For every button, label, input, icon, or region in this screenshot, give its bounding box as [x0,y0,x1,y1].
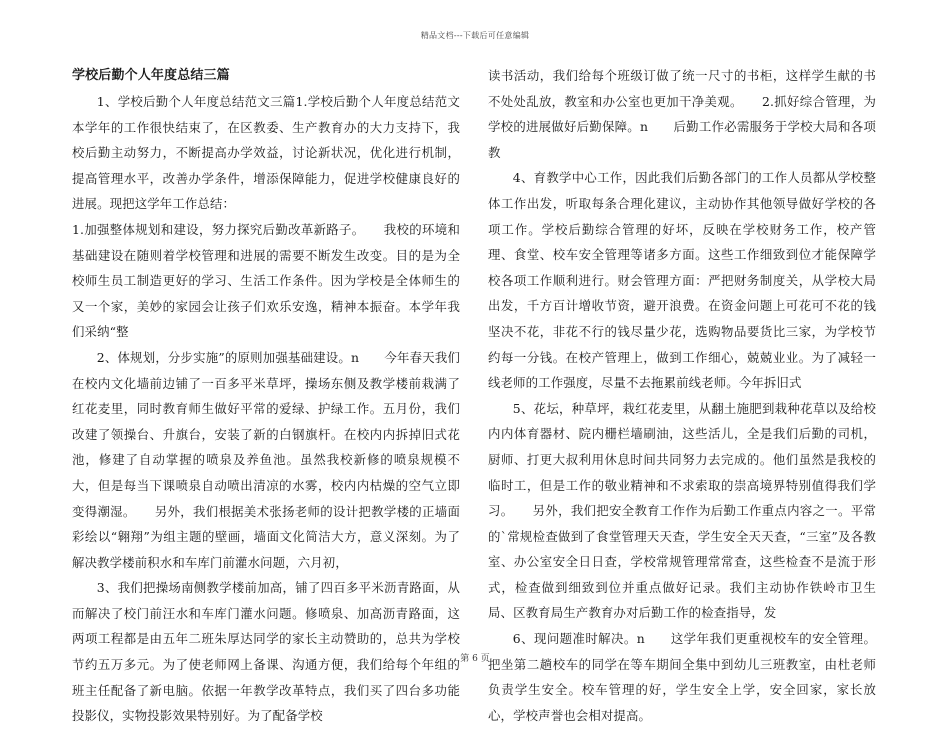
paragraph: 4、育教学中心工作，因此我们后勤各部门的工作人员都从学校整体工作出发，听取每条合理化建议，主动协作其他领导做好学校的各项工作。学校后勤综合管理的好坏，反映在学校财务工作，校产管理、食堂、校车安全管理等诸多方面。这些工作细致到位才能保障学校各项工作顺利进行。财会管理方面：严把财务制度关，从学校大局出发，千方百计增收节资，避开浪费。在资金问题上可花可不花的钱坚决不花，非花不行的钱尽量少花，选购物品要货比三家，为学校节约每一分钱。在校产管理上，做到工作细心，兢兢业业。为了减轻一线老师的工作强度，尽量不去拖累前线老师。今年拆旧式 [488,170,876,391]
paragraph: 2、体规划，分步实施”的原则加强基础建设。n 今年春天我们在校内文化墙前边铺了一百多平米草坪，操场东侧及教学楼前栽满了红花麦里，同时教育师生做好平常的爱绿、护绿工作。五月份，我们改建了领操台、升旗台，安装了新的白钢旗杆。在校内内拆掉旧式花池，修建了自动掌握的喷泉及养鱼池。虽然我校新修的喷泉规模不大，但是每当下课喷泉自动喷出清凉的水雾，校内内枯燥的空气立即变得潮湿。 另外，我们根据美术张扬老师的设计把教学楼的正墙面彩绘以“翱翔”为组主题的壁画，墙面文化简洁大方，意义深刻。为了解决教学楼前积水和车库门前灌水问题，六月初， [72,349,460,570]
document-title: 学校后勤个人年度总结三篇 [72,68,230,83]
paragraph: 3、我们把操场南侧教学楼前加高，铺了四百多平米沥青路面，从而解决了校门前汪水和车库门灌水问题。修喷泉、加高沥青路面，这两项工程都是由五年二班朱厚达同学的家长主动赞助的，总共为学校节约五万多元。为了使老师网上备课、沟通方便，我们给每个年组的班主任配备了新电脑。依据一年教学改革特点，我们买了四台多功能投影仪，实物投影效果特别好。为了配备学校 [72,580,460,724]
paragraph: 读书活动，我们给每个班级订做了统一尺寸的书柜，这样学生献的书不处处乱放，教室和办公室也更加干净美观。 2.抓好综合管理，为学校的进展做好后勤保障。n 后勤工作必需服务于学校大局和各项教 [488,68,876,160]
paragraph: 5、花坛，种草坪，栽红花麦里，从翻土施肥到栽种花草以及给校内内体育器材、院内栅栏墙刷油，这些活儿，全是我们后勤的司机，厨师、打更大叔利用休息时间共同努力去完成的。他们虽然是我校的临时工，但是工作的敬业精神和不求索取的崇高境界特别值得我们学习。 另外，我们把安全教育工作作为后勤工作重点内容之一。平常的`常规检查做到了食堂管理天天查，学生安全天天查，“三室”及各教室、办公室安全日日查，学校常规管理常常查，这些检查不是流于形式，检查做到细致到位并重点做好记录。我们主动协作铁岭市卫生局、区教育局生产教育办对后勤工作的检查指导，发 [488,400,876,621]
paragraph: 6、现问题准时解决。n 这学年我们更重视校车的安全管理。把坐第二趟校车的同学在等车期间全集中到幼儿三班教室，由杜老师负责学生安全。校车管理的好，学生安全上学，安全回家，家长放心，学校声誉也会相对提高。 [488,631,876,723]
paragraph: 1.加强整体规划和建设，努力探究后勤改革新路子。 我校的环境和基础建设在随则着学校管理和进展的需要不断发生改变。目的是为全校师生员工制造更好的学习、生活工作条件。因为学校是全体师生的又一个家，美妙的家园会让孩子们欢乐安逸，精神本振奋。本学年我们采纳“整 [72,221,460,340]
page-header: 精品文档---下载后可任意编辑 [420,31,530,40]
page-number: 第 6 页 [460,654,490,664]
right-column [488,63,876,728]
paragraph: 1、学校后勤个人年度总结范文三篇1.学校后勤个人年度总结范文 本学年的工作很快结束了，在区教委、生产教育办的大力支持下，我校后勤主动努力，不断提高办学效益，讨论新状况，优化进行机制，提高管理水平，改善办学条件，增添保障能力，促进学校健康良好的进展。现把这学年工作总结： [72,94,486,212]
